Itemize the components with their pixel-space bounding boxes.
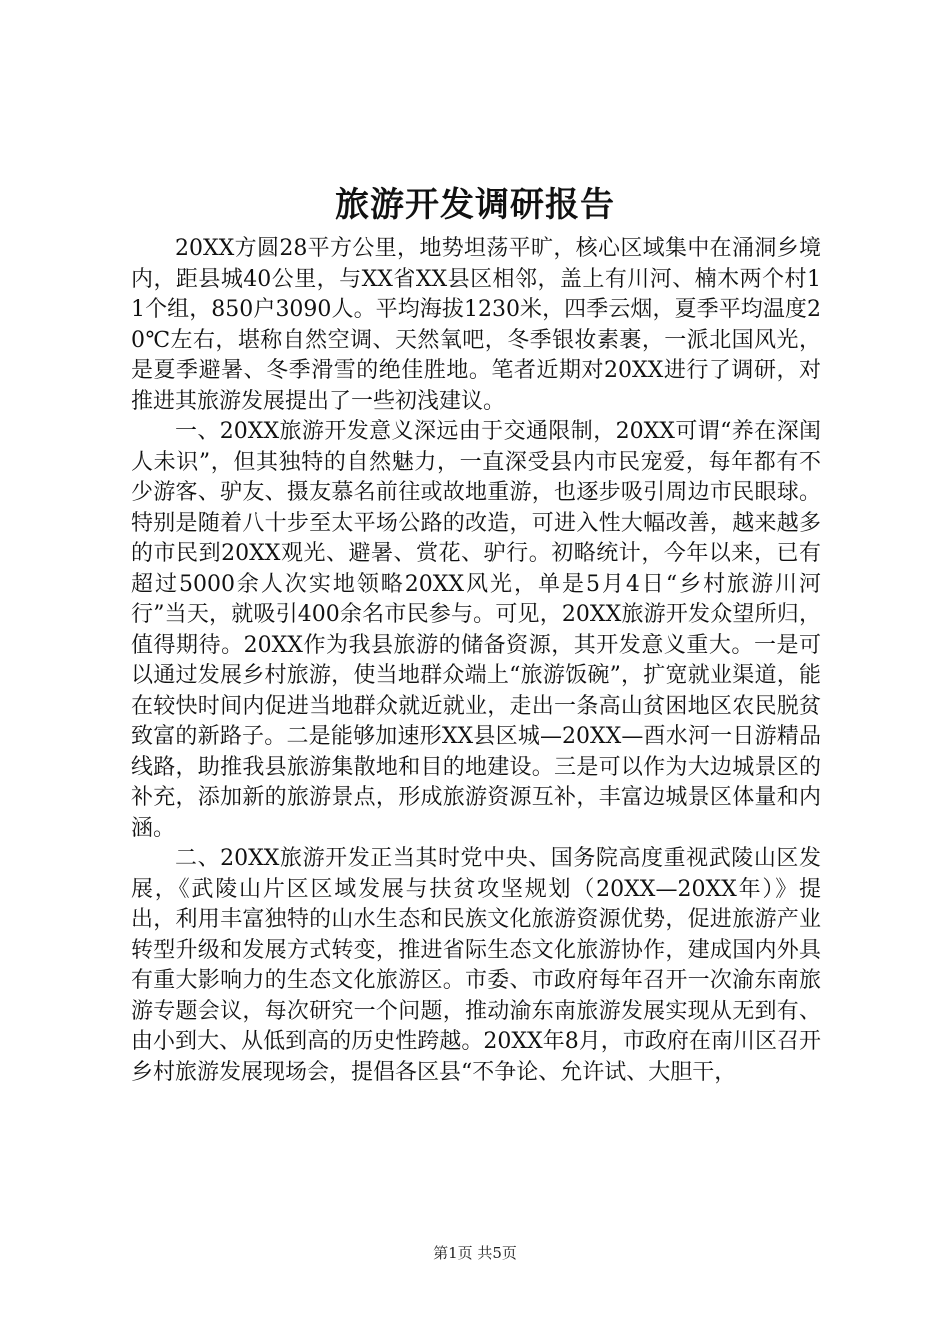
document-title: 旅游开发调研报告 <box>335 185 615 225</box>
document-body <box>131 234 821 1088</box>
paragraph-section-two: 二、20XX旅游开发正当其时党中央、国务院高度重视武陵山区发展，《武陵山片区区域发展与扶贫攻坚规划（20XX—20XX年）》提出，利用丰富独特的山水生态和民族文化旅游资源优势，促进旅游产业转型升级和发展方式转变，推进省际生态文化旅游协作，建成国内外具有重大影响力的生态文化旅游区。市委、市政府每年召开一次渝东南旅游专题会议，每次研究一个问题，推动渝东南旅游发展实现从无到有、由小到大、从低到高的历史性跨越。20XX年8月，市政府在南川区召开乡村旅游发展现场会，提倡各区县“不争论、允许试、大胆干， <box>131 846 821 1085</box>
paragraph-intro: 20XX方圆28平方公里，地势坦荡平旷，核心区域集中在涌洞乡境内，距县城40公里，与XX省XX县区相邻，盖上有川河、楠木两个村11个组，850户3090人。平均海拔1230米，四季云烟，夏季平均温度20℃左右，堪称自然空调、天然氧吧，冬季银妆素裹，一派北国风光，是夏季避暑、冬季滑雪的绝佳胜地。笔者近期对20XX进行了调研，对推进其旅游发展提出了一些初浅建议。 <box>131 236 821 414</box>
page-footer: 第1页 共5页 <box>433 1244 517 1262</box>
paragraph-section-one: 一、20XX旅游开发意义深远由于交通限制，20XX可谓“养在深闺人未识”，但其独特的自然魅力，一直深受县内市民宠爱，每年都有不少游客、驴友、摄友慕名前往或故地重游，也逐步吸引周边市民眼球。特别是随着八十步至太平场公路的改造，可进入性大幅改善，越来越多的市民到20XX观光、避暑、赏花、驴行。初略统计，今年以来，已有超过5000余人次实地领略20XX风光，单是5月4日“乡村旅游川河行”当天，就吸引400余名市民参与。可见，20XX旅游开发众望所归，值得期待。20XX作为我县旅游的储备资源，其开发意义重大。一是可以通过发展乡村旅游，使当地群众端上“旅游饭碗”，扩宽就业渠道，能在较快时间内促进当地群众就近就业，走出一条高山贫困地区农民脱贫致富的新路子。二是能够加速形XX县区城—20XX—酉水河一日游精品线路，助推我县旅游集散地和目的地建设。三是可以作为大边城景区的补充，添加新的旅游景点，形成旅游资源互补，丰富边城景区体量和内涵。 <box>131 419 821 841</box>
